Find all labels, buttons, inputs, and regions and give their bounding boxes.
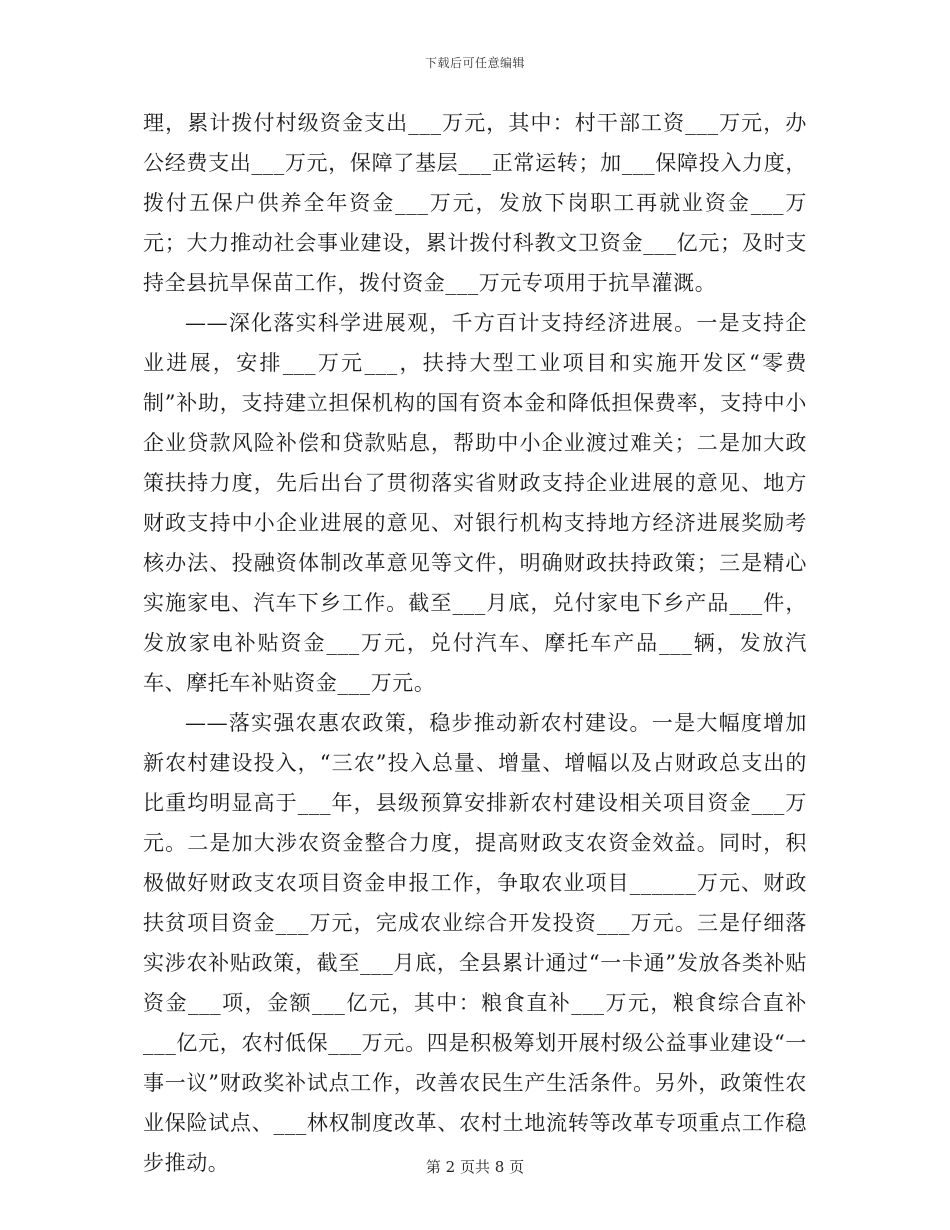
paragraph-continuation: 理，累计拨付村级资金支出___万元，其中：村干部工资___万元，办公经费支出___万元，保障了基层___正常运转；加___保障投入力度，拨付五保户供养全年资金___万元，发放下岗职工再就业资金___万元；大力推动社会事业建设，累计拨付科教文卫资金___亿元；及时支持全县抗旱保苗工作，拨付资金___万元专项用于抗旱灌溉。 bbox=[143, 111, 807, 295]
page-number: 第 2 页共 8 页 bbox=[425, 1158, 525, 1176]
paragraph-rural-policy: ——落实强农惠农政策，稳步推动新农村建设。一是大幅度增加新农村建设投入，“三农”投入总量、增量、增幅以及占财政总支出的比重均明显高于___年，县级预算安排新农村建设相关项目资金___万元。二是加大涉农资金整合力度，提高财政支农资金效益。同时，积极做好财政支农项目资金申报工作，争取农业项目______万元、财政扶贫项目资金___万元，完成农业综合开发投资___万元。三是仔细落实涉农补贴政策，截至___月底，全县累计通过“一卡通”发放各类补贴资金___项，金额___亿元，其中：粮食直补___万元，粮食综合直补___亿元，农村低保___万元。四是积极筹划开展村级公益事业建设“一事一议”财政奖补试点工作，改善农民生产生活条件。另外，政策性农业保险试点、___林权制度改革、农村土地流转等改革专项重点工作稳步推动。 bbox=[143, 711, 807, 1175]
page-header: 下载后可任意编辑 bbox=[424, 56, 525, 70]
paragraph-economic-development: ——深化落实科学进展观，千方百计支持经济进展。一是支持企业进展，安排___万元___，扶持大型工业项目和实施开发区“零费制”补助，支持建立担保机构的国有资本金和降低担保费率，支持中小企业贷款风险补偿和贷款贴息，帮助中小企业渡过难关；二是加大政策扶持力度，先后出台了贯彻落实省财政支持企业进展的意见、地方财政支持中小企业进展的意见、对银行机构支持地方经济进展奖励考核办法、投融资体制改革意见等文件，明确财政扶持政策；三是精心实施家电、汽车下乡工作。截至___月底，兑付家电下乡产品___件，发放家电补贴资金___万元，兑付汽车、摩托车产品___辆，发放汽车、摩托车补贴资金___万元。 bbox=[143, 311, 807, 695]
document-body bbox=[143, 103, 807, 1183]
